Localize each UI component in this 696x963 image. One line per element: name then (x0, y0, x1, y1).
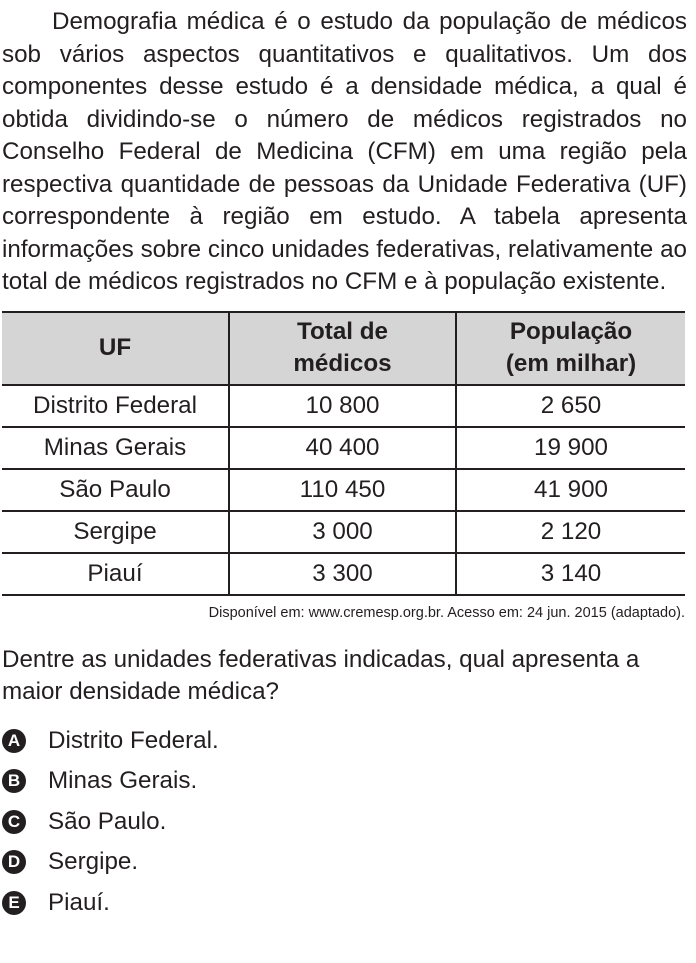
cell-populacao: 2 650 (456, 385, 685, 427)
cell-populacao: 2 120 (456, 511, 685, 553)
cell-uf: Minas Gerais (2, 427, 229, 469)
table-row (2, 511, 685, 553)
header-total-medicos-line2: médicos (293, 350, 392, 377)
header-uf: UF (2, 312, 229, 385)
source-citation: Disponível em: www.cremesp.org.br. Acesso em: 24 jun. 2015 (adaptado). (208, 604, 685, 621)
data-table (2, 311, 685, 596)
cell-uf: Distrito Federal (2, 385, 229, 427)
header-populacao-line2: (em milhar) (505, 350, 637, 377)
option-e[interactable] (2, 883, 687, 924)
cell-medicos: 40 400 (229, 427, 456, 469)
option-d-letter-badge: D (2, 850, 26, 874)
option-a[interactable] (2, 721, 687, 762)
table-row (2, 427, 685, 469)
cell-medicos: 110 450 (229, 469, 456, 511)
answer-options (2, 721, 687, 924)
cell-medicos: 3 000 (229, 511, 456, 553)
cell-uf: Sergipe (2, 511, 229, 553)
header-total-medicos-line1: Total de (297, 318, 388, 345)
option-c[interactable] (2, 802, 687, 843)
cell-medicos: 10 800 (229, 385, 456, 427)
option-b-letter-badge: B (2, 769, 26, 793)
cell-uf: Piauí (2, 553, 229, 595)
option-e-letter-badge: E (2, 891, 26, 915)
option-c-text: São Paulo. (48, 807, 167, 835)
table-row (2, 469, 685, 511)
header-populacao (456, 312, 685, 385)
option-d-text: Sergipe. (48, 848, 139, 876)
table-row (2, 385, 685, 427)
option-b-text: Minas Gerais. (48, 767, 198, 795)
cell-populacao: 19 900 (456, 427, 685, 469)
cell-uf: São Paulo (2, 469, 229, 511)
cell-populacao: 41 900 (456, 469, 685, 511)
question-text: Dentre as unidades federativas indicadas, qual apresenta a maior densidade médica? (2, 645, 640, 705)
table-header-row (2, 312, 685, 385)
option-b[interactable] (2, 761, 687, 802)
option-e-text: Piauí. (48, 888, 110, 916)
option-a-letter-badge: A (2, 729, 26, 753)
cell-populacao: 3 140 (456, 553, 685, 595)
table-row (2, 553, 685, 595)
option-a-text: Distrito Federal. (48, 726, 219, 754)
intro-paragraph: Demografia médica é o estudo da população de médicos sob vários aspectos quantitativos e qualitativos. Um dos componentes desse estudo é a densidade médica, a qual é obtida dividindo-se o número de médicos registrados no Conselho Federal de Medicina (CFM) em uma região pela respectiva quantidade de pessoas da Unidade Federativa (UF) correspondente à região em estudo. A tabela apresenta informações sobre cinco unidades federativas, relativamente ao total de médicos registrados no CFM e à população existente. (2, 8, 687, 295)
header-total-medicos (229, 312, 456, 385)
option-c-letter-badge: C (2, 810, 26, 834)
cell-medicos: 3 300 (229, 553, 456, 595)
header-populacao-line1: População (509, 318, 633, 345)
option-d[interactable] (2, 842, 687, 883)
